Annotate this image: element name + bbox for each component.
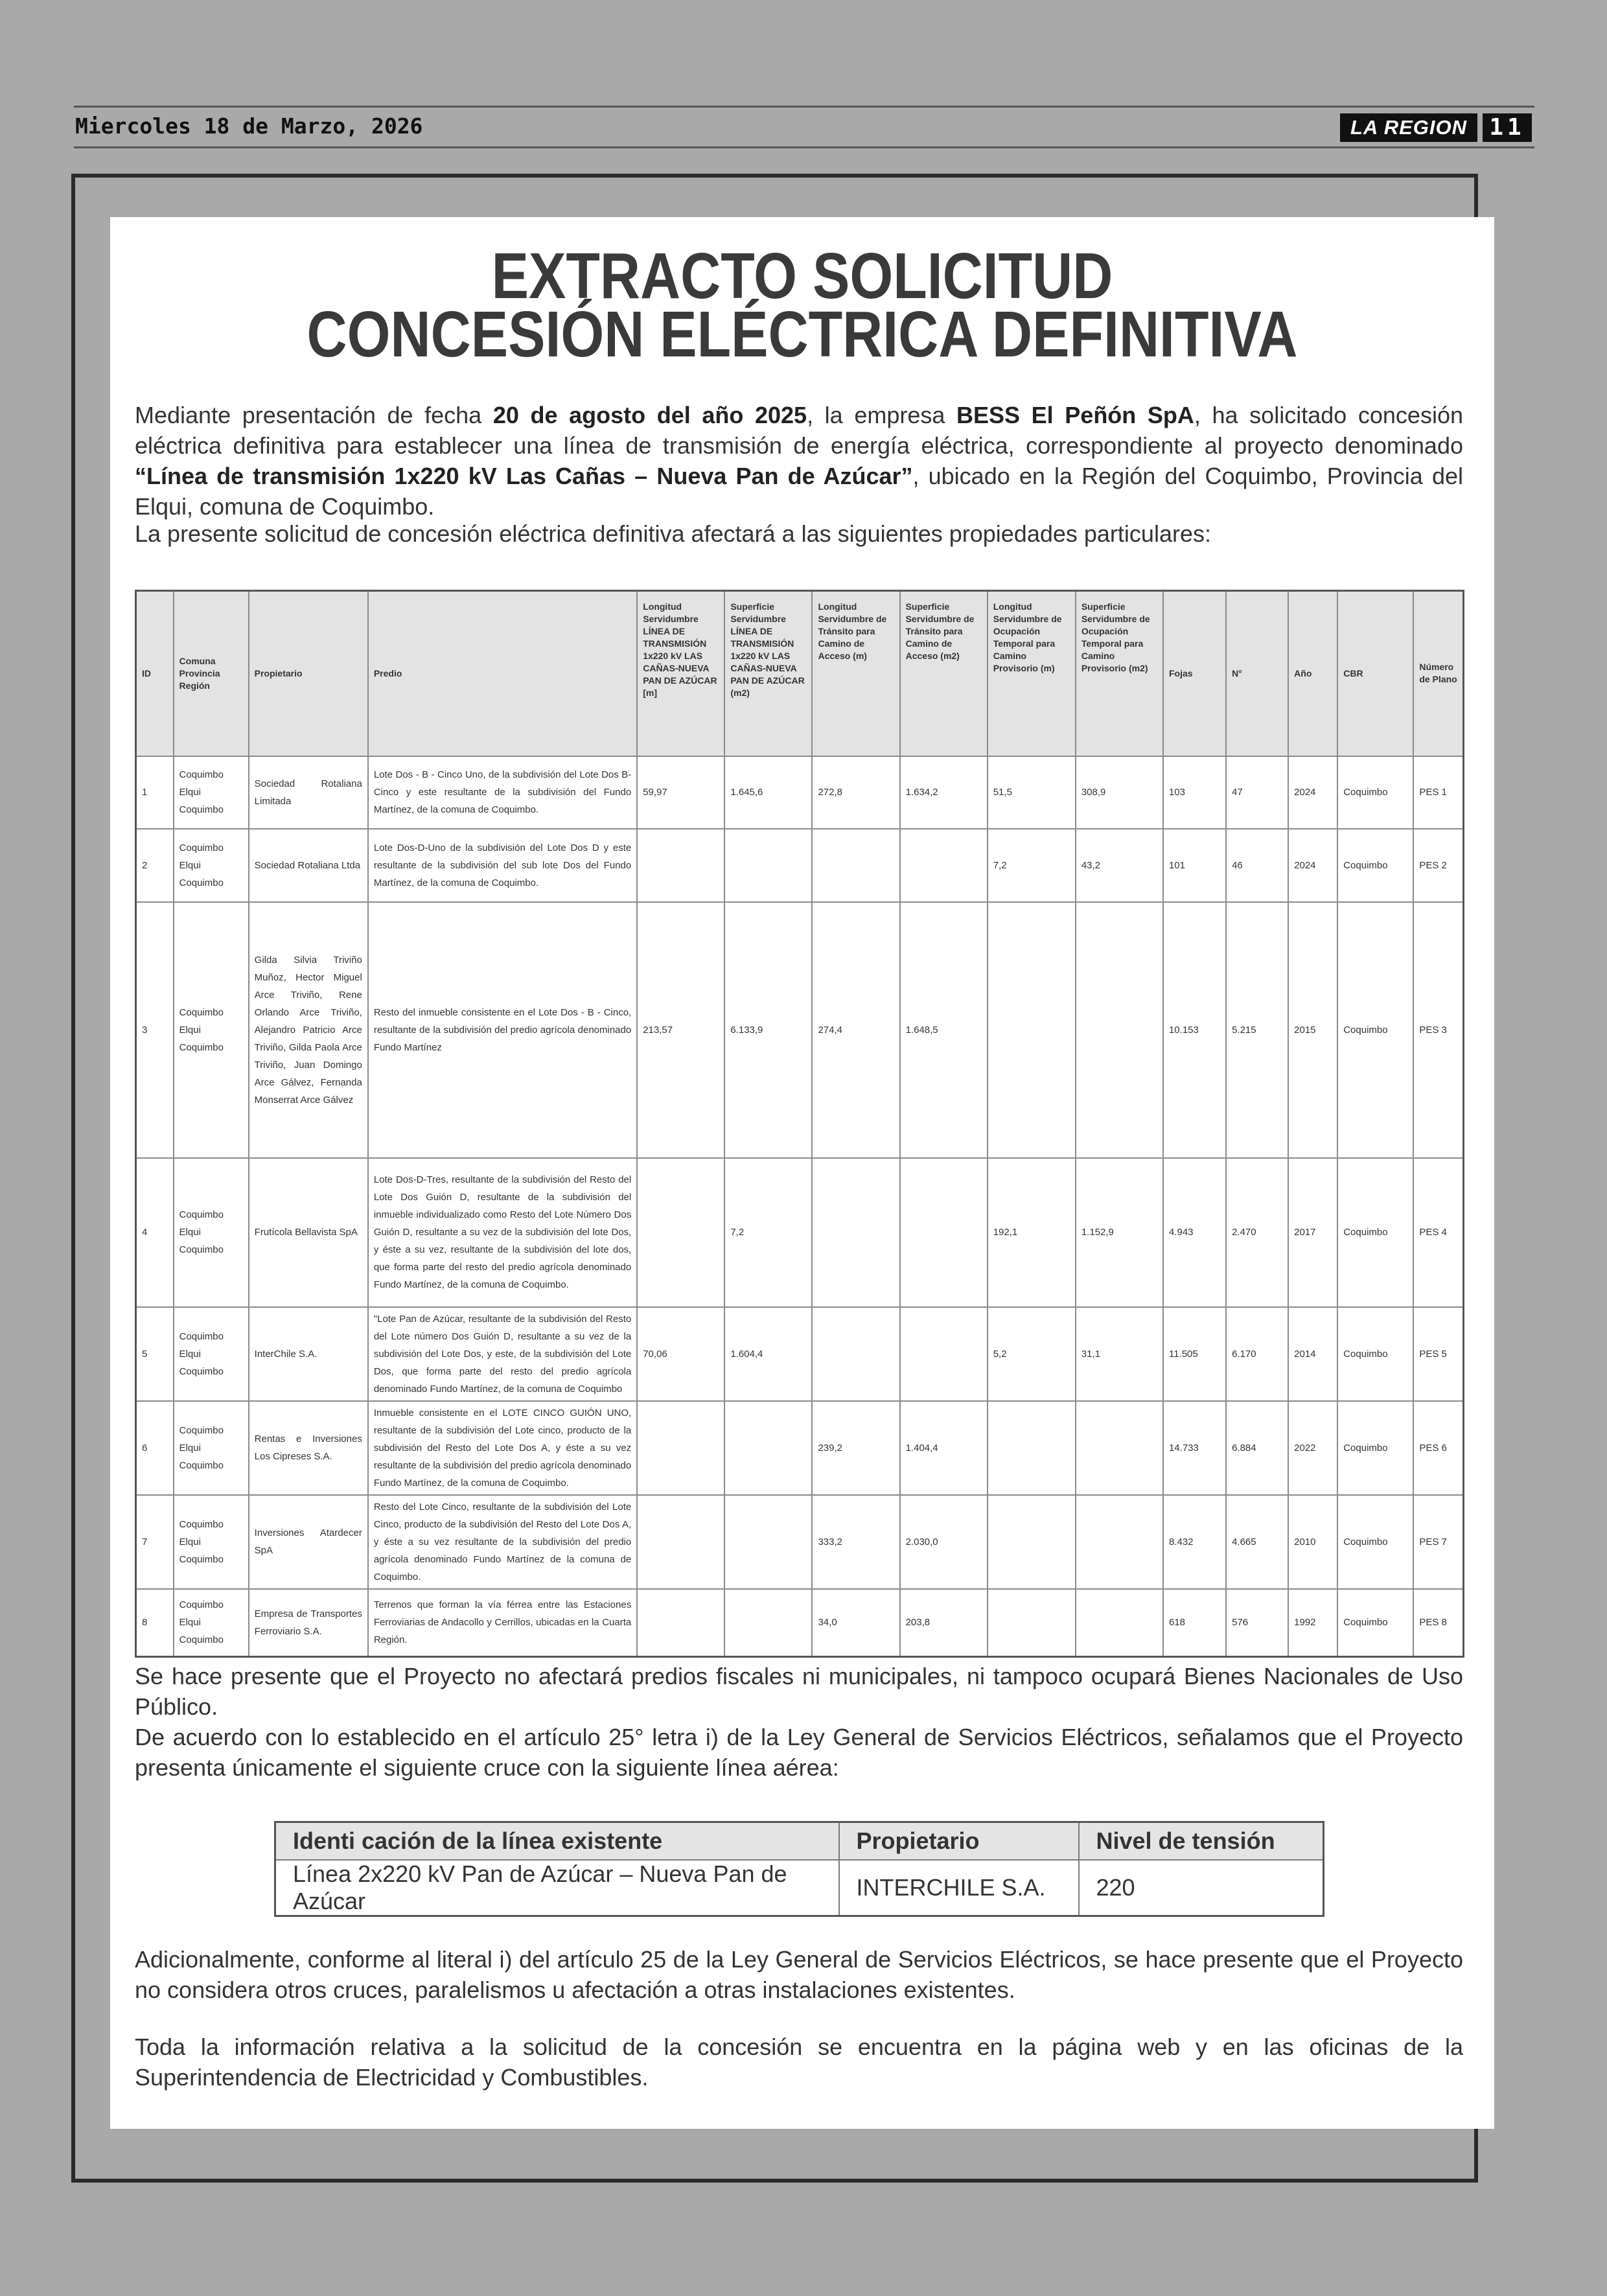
table-cell: Gilda Silvia Triviño Muñoz, Hector Miguel Arce Triviño, Rene Orlando Arce Triviño, Alejandro Patricio Arce Triviño, Gilda Paola Arce Triviño, Juan Domingo Arce Gálvez, Fernanda Monserrat Arce Gálvez <box>249 902 368 1158</box>
table-cell: Empresa de Transportes Ferroviario S.A. <box>249 1589 368 1657</box>
properties-table <box>135 590 1464 1658</box>
table-cell: 6.884 <box>1226 1401 1288 1495</box>
table-cell: 43,2 <box>1076 829 1163 902</box>
table-cell <box>637 1401 724 1495</box>
table-cell: 11.505 <box>1163 1307 1226 1401</box>
table-cell: 274,4 <box>812 902 899 1158</box>
project-name: “Línea de transmisión 1x220 kV Las Cañas – Nueva Pan de Azúcar” <box>135 463 913 489</box>
table-cell: 1.604,4 <box>724 1307 812 1401</box>
table-cell: PES 4 <box>1413 1158 1463 1307</box>
table-cell: Inmueble consistente en el LOTE CINCO GUIÓN UNO, resultante de la subdivisión del Lote cinco, producto de la subdivisión del Resto del Lote Dos A, y éste a su vez resultante de la subdivisión del predio agrícola denominado Fundo Martínez, de la comuna de Coquimbo. <box>368 1401 637 1495</box>
table-cell: 46 <box>1226 829 1288 902</box>
table-cell: Coquimbo <box>1337 1401 1413 1495</box>
table-cell: 213,57 <box>637 902 724 1158</box>
table-cell: 2014 <box>1288 1307 1337 1401</box>
crossing-linea: Línea 2x220 kV Pan de Azúcar – Nueva Pan de Azúcar <box>275 1860 839 1916</box>
affected-properties-intro: La presente solicitud de concesión eléctrica definitiva afectará a las siguientes propiedades particulares: <box>135 520 1211 547</box>
newspaper-brand: LA REGION <box>1340 113 1477 142</box>
col-superficie-linea: Superficie Servidumbre LÍNEA DE TRANSMISIÓN 1x220 kV LAS CAÑAS-NUEVA PAN DE AZÚCAR (m2) <box>724 591 812 756</box>
table-cell: 7 <box>136 1495 174 1589</box>
table-cell: PES 6 <box>1413 1401 1463 1495</box>
col-superficie-transito: Superficie Servidumbre de Tránsito para Camino de Acceso (m2) <box>900 591 988 756</box>
table-cell: 2 <box>136 829 174 902</box>
table-cell <box>1076 1495 1163 1589</box>
table-cell: Coquimbo Elqui Coquimbo <box>174 1401 249 1495</box>
table-cell: 8.432 <box>1163 1495 1226 1589</box>
notice-title-line2: CONCESIÓN ELÉCTRICA DEFINITIVA <box>306 298 1298 371</box>
table-cell: PES 7 <box>1413 1495 1463 1589</box>
table-cell: 70,06 <box>637 1307 724 1401</box>
table-cell: Resto del inmueble consistente en el Lote Dos - B - Cinco, resultante de la subdivisión del predio agrícola denominado Fundo Martínez <box>368 902 637 1158</box>
table-cell: 239,2 <box>812 1401 899 1495</box>
table-cell: Coquimbo Elqui Coquimbo <box>174 902 249 1158</box>
table-cell: 2024 <box>1288 756 1337 829</box>
col-superficie-ocupacion: Superficie Servidumbre de Ocupación Temporal para Camino Provisorio (m2) <box>1076 591 1163 756</box>
table-cell: 618 <box>1163 1589 1226 1657</box>
table-cell: Coquimbo Elqui Coquimbo <box>174 1158 249 1307</box>
table-cell: 1.648,5 <box>900 902 988 1158</box>
property-row <box>136 902 1464 1158</box>
table-cell: Lote Dos-D-Tres, resultante de la subdivisión del Resto del Lote Dos Guión D, resultante de la subdivisión del inmueble individualizado como Resto del Lote Número Dos Guión D, resultante a su vez de la subdivisión del lote Dos, y éste a su vez, resultante de la subdivisión del lote dos, que forma parte del resto del predio agrícola denominado Fundo Martínez, de la comuna de Coquimbo. <box>368 1158 637 1307</box>
info-note: Toda la información relativa a la solicitud de la concesión se encuentra en la página web y en las oficinas de la Superintendencia de Electricidad y Combustibles. <box>135 2034 1463 2091</box>
table-cell: 192,1 <box>988 1158 1076 1307</box>
table-cell: 7,2 <box>988 829 1076 902</box>
table-cell: PES 8 <box>1413 1589 1463 1657</box>
table-cell: 1992 <box>1288 1589 1337 1657</box>
table-cell: Coquimbo Elqui Coquimbo <box>174 1589 249 1657</box>
table-cell <box>637 829 724 902</box>
table-cell: Sociedad Rotaliana Limitada <box>249 756 368 829</box>
table-cell: 2022 <box>1288 1401 1337 1495</box>
table-cell: 1.645,6 <box>724 756 812 829</box>
table-cell: 59,97 <box>637 756 724 829</box>
page-number: 11 <box>1483 113 1532 142</box>
table-cell: 101 <box>1163 829 1226 902</box>
crossing-table <box>274 1821 1324 1917</box>
table-cell: Coquimbo Elqui Coquimbo <box>174 756 249 829</box>
table-cell: 5,2 <box>988 1307 1076 1401</box>
table-cell: 5 <box>136 1307 174 1401</box>
table-cell <box>988 902 1076 1158</box>
col-propietario: Propietario <box>249 591 368 756</box>
table-cell: 2.030,0 <box>900 1495 988 1589</box>
table-cell <box>724 829 812 902</box>
table-cell: 2017 <box>1288 1158 1337 1307</box>
col-numero: N° <box>1226 591 1288 756</box>
table-cell: 2.470 <box>1226 1158 1288 1307</box>
table-cell: 1.404,4 <box>900 1401 988 1495</box>
table-cell: 47 <box>1226 756 1288 829</box>
table-cell: Sociedad Rotaliana Ltda <box>249 829 368 902</box>
col-id: ID <box>136 591 174 756</box>
col-anio: Año <box>1288 591 1337 756</box>
table-cell: Resto del Lote Cinco, resultante de la subdivisión del Lote Cinco, producto de la subdivisión del Resto del Lote Dos A, y éste a su vez resultante de la subdivisión del predio agrícola denominado Fundo Martínez de la comuna de Coquimbo. <box>368 1495 637 1589</box>
table-cell: 1.152,9 <box>1076 1158 1163 1307</box>
table-cell: 576 <box>1226 1589 1288 1657</box>
table-cell: 6 <box>136 1401 174 1495</box>
table-cell: "Lote Pan de Azúcar, resultante de la subdivisión del Resto del Lote número Dos Guión D, resultante a su vez de la subdivisión del Lote Dos, y este, de la subdivisión del Lote Dos, que forma parte del resto del predio agrícola denominado Fundo Martínez, de la comuna de Coquimbo <box>368 1307 637 1401</box>
table-cell: Lote Dos-D-Uno de la subdivisión del Lote Dos D y este resultante de la subdivisión del sub lote Dos del Fundo Martínez, de la comuna de Coquimbo. <box>368 829 637 902</box>
header-rule-bottom <box>74 146 1534 148</box>
table-cell: 1.634,2 <box>900 756 988 829</box>
property-row <box>136 1307 1464 1401</box>
col-longitud-ocupacion: Longitud Servidumbre de Ocupación Temporal para Camino Provisorio (m) <box>988 591 1076 756</box>
company-name: BESS El Peñón SpA <box>956 402 1194 428</box>
crossing-propietario: INTERCHILE S.A. <box>839 1860 1079 1916</box>
table-cell: 31,1 <box>1076 1307 1163 1401</box>
table-cell: Terrenos que forman la vía férrea entre las Estaciones Ferroviarias de Andacollo y Cerrillos, ubicadas en la Cuarta Región. <box>368 1589 637 1657</box>
crossing-intro: De acuerdo con lo establecido en el artículo 25° letra i) de la Ley General de Servicios Eléctricos, señalamos que el Proyecto presenta únicamente el siguiente cruce con la siguiente línea aérea: <box>135 1724 1463 1781</box>
col-longitud-linea: Longitud Servidumbre LÍNEA DE TRANSMISIÓN 1x220 kV LAS CAÑAS-NUEVA PAN DE AZÚCAR [m] <box>637 591 724 756</box>
table-cell <box>724 1589 812 1657</box>
table-cell: InterChile S.A. <box>249 1307 368 1401</box>
table-cell: 34,0 <box>812 1589 899 1657</box>
table-cell <box>1076 902 1163 1158</box>
header-rule-top <box>74 106 1534 108</box>
col-longitud-transito: Longitud Servidumbre de Tránsito para Camino de Acceso (m) <box>812 591 899 756</box>
table-cell: Coquimbo <box>1337 1158 1413 1307</box>
table-cell: PES 3 <box>1413 902 1463 1158</box>
table-cell: PES 5 <box>1413 1307 1463 1401</box>
table-cell: 203,8 <box>900 1589 988 1657</box>
table-cell: Coquimbo <box>1337 902 1413 1158</box>
table-cell: Coquimbo <box>1337 1307 1413 1401</box>
table-cell: 51,5 <box>988 756 1076 829</box>
table-cell <box>812 829 899 902</box>
table-cell: Coquimbo <box>1337 756 1413 829</box>
crossing-tension: 220 <box>1079 1860 1324 1916</box>
table-cell: Coquimbo <box>1337 829 1413 902</box>
table-cell: 6.170 <box>1226 1307 1288 1401</box>
table-cell <box>900 829 988 902</box>
table-cell: 4.665 <box>1226 1495 1288 1589</box>
table-cell: 14.733 <box>1163 1401 1226 1495</box>
table-cell: 8 <box>136 1589 174 1657</box>
table-cell: 6.133,9 <box>724 902 812 1158</box>
col-predio: Predio <box>368 591 637 756</box>
table-cell <box>1076 1401 1163 1495</box>
table-cell: Coquimbo <box>1337 1495 1413 1589</box>
table-cell <box>724 1401 812 1495</box>
table-cell: 4.943 <box>1163 1158 1226 1307</box>
filing-date: 20 de agosto del año 2025 <box>492 402 807 428</box>
table-cell <box>637 1158 724 1307</box>
table-cell <box>637 1495 724 1589</box>
table-cell: 333,2 <box>812 1495 899 1589</box>
table-cell: Coquimbo Elqui Coquimbo <box>174 1495 249 1589</box>
table-cell: Rentas e Inversiones Los Cipreses S.A. <box>249 1401 368 1495</box>
col-plano: Número de Plano <box>1413 591 1463 756</box>
property-row <box>136 829 1464 902</box>
col-cbr: CBR <box>1337 591 1413 756</box>
table-cell <box>988 1401 1076 1495</box>
table-cell: 3 <box>136 902 174 1158</box>
table-cell: 1 <box>136 756 174 829</box>
crossing-row <box>275 1860 1324 1916</box>
no-fiscal-note: Se hace presente que el Proyecto no afectará predios fiscales ni municipales, ni tampoco ocupará Bienes Nacionales de Uso Público. <box>135 1663 1463 1720</box>
table-cell: 272,8 <box>812 756 899 829</box>
property-row <box>136 1589 1464 1657</box>
table-cell <box>637 1589 724 1657</box>
properties-header-row <box>136 591 1464 756</box>
table-cell: Lote Dos - B - Cinco Uno, de la subdivisión del Lote Dos B-Cinco y este resultante de la subdivisión del Fundo Martínez, de la comuna de Coquimbo. <box>368 756 637 829</box>
issue-date: Miercoles 18 de Marzo, 2026 <box>75 113 423 139</box>
property-row <box>136 1158 1464 1307</box>
table-cell <box>988 1589 1076 1657</box>
crossing-col-propietario: Propietario <box>839 1822 1079 1860</box>
table-cell: Coquimbo Elqui Coquimbo <box>174 829 249 902</box>
crossing-col-linea: Identi cación de la línea existente <box>275 1822 839 1860</box>
table-cell <box>900 1158 988 1307</box>
table-cell: 2015 <box>1288 902 1337 1158</box>
table-cell: PES 1 <box>1413 756 1463 829</box>
table-cell <box>812 1158 899 1307</box>
table-cell: Frutícola Bellavista SpA <box>249 1158 368 1307</box>
col-comuna: Comuna Provincia Región <box>174 591 249 756</box>
property-row <box>136 1401 1464 1495</box>
table-cell: 4 <box>136 1158 174 1307</box>
col-fojas: Fojas <box>1163 591 1226 756</box>
table-cell: PES 2 <box>1413 829 1463 902</box>
notice-sheet <box>110 217 1494 2129</box>
additional-note: Adicionalmente, conforme al literal i) del artículo 25 de la Ley General de Servicios Eléctricos, se hace presente que el Proyecto no considera otros cruces, paralelismos u afectación a otras instalaciones existentes. <box>135 1946 1463 2003</box>
crossing-header-row <box>275 1822 1324 1860</box>
table-cell: 7,2 <box>724 1158 812 1307</box>
notice-title-line1: EXTRACTO SOLICITUD <box>491 240 1113 312</box>
table-cell <box>724 1495 812 1589</box>
crossing-col-tension: Nivel de tensión <box>1079 1822 1324 1860</box>
table-cell: 103 <box>1163 756 1226 829</box>
property-row <box>136 1495 1464 1589</box>
table-cell <box>988 1495 1076 1589</box>
table-cell: Coquimbo <box>1337 1589 1413 1657</box>
property-row <box>136 756 1464 829</box>
table-cell: Inversiones Atardecer SpA <box>249 1495 368 1589</box>
table-cell <box>812 1307 899 1401</box>
table-cell: 2010 <box>1288 1495 1337 1589</box>
intro-paragraph: Mediante presentación de fecha 20 de agosto del año 2025, la empresa BESS El Peñón SpA, ha solicitado concesión eléctrica definitiva para establecer una línea de transmisión de energía eléctrica, correspondiente al proyecto denominado “Línea de transmisión 1x220 kV Las Cañas – Nueva Pan de Azúcar”, ubicado en la Región del Coquimbo, Provincia del Elqui, comuna de Coquimbo. <box>135 402 1463 520</box>
table-cell: 2024 <box>1288 829 1337 902</box>
table-cell: 308,9 <box>1076 756 1163 829</box>
table-cell: 5.215 <box>1226 902 1288 1158</box>
table-cell: 10.153 <box>1163 902 1226 1158</box>
table-cell <box>1076 1589 1163 1657</box>
table-cell: Coquimbo Elqui Coquimbo <box>174 1307 249 1401</box>
table-cell <box>900 1307 988 1401</box>
